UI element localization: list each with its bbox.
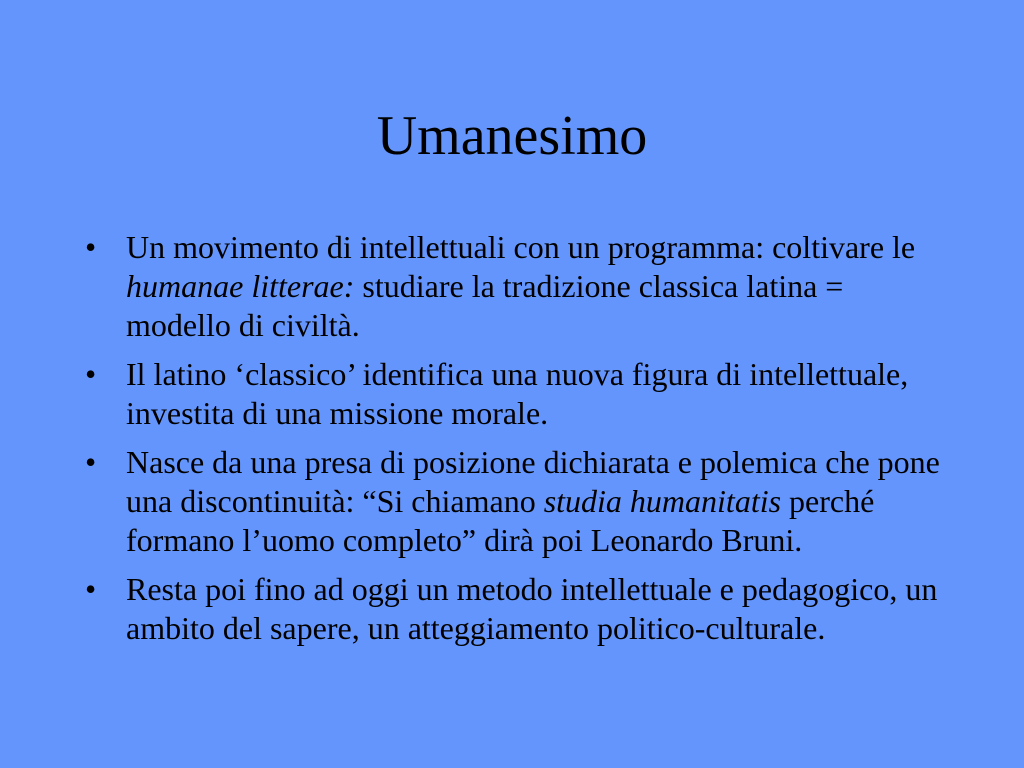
- slide-title: Umanesimo: [376, 105, 648, 167]
- bullet-text-part: Un movimento di intellettuali con un programma: coltivare le: [126, 229, 916, 265]
- bullet-text-part: studiare la tradizione classica latina = modello di civiltà.: [126, 268, 844, 343]
- bullet-text-italic: humanae litterae:: [126, 268, 355, 304]
- bullet-text-italic: studia humanitatis: [543, 483, 782, 519]
- bullet-item-discontinuita: [85, 443, 945, 560]
- bullet-text: [126, 444, 940, 558]
- bullet-marker: •: [85, 444, 97, 480]
- bullet-list: [85, 228, 945, 658]
- bullet-text-part: Il latino ‘classico’ identifica una nuova figura di intellettuale, investita di una missione morale.: [126, 356, 909, 431]
- bullet-text-part: perché formano l’uomo completo” dirà poi Leonardo Bruni.: [126, 483, 875, 558]
- bullet-text: [126, 229, 915, 343]
- bullet-item-latino-classico: [85, 355, 945, 433]
- bullet-item-metodo: [85, 570, 945, 648]
- bullet-text-part: Resta poi fino ad oggi un metodo intellettuale e pedagogico, un ambito del sapere, un atteggiamento politico-culturale.: [126, 571, 938, 646]
- bullet-marker: •: [85, 571, 97, 607]
- bullet-text-part: Nasce da una presa di posizione dichiarata e polemica che pone una discontinuità: “Si chiamano: [126, 444, 940, 519]
- bullet-text: [126, 356, 908, 431]
- bullet-marker: •: [85, 356, 97, 392]
- bullet-item-programma: [85, 228, 945, 345]
- bullet-text: [126, 571, 937, 646]
- bullet-marker: •: [85, 229, 97, 265]
